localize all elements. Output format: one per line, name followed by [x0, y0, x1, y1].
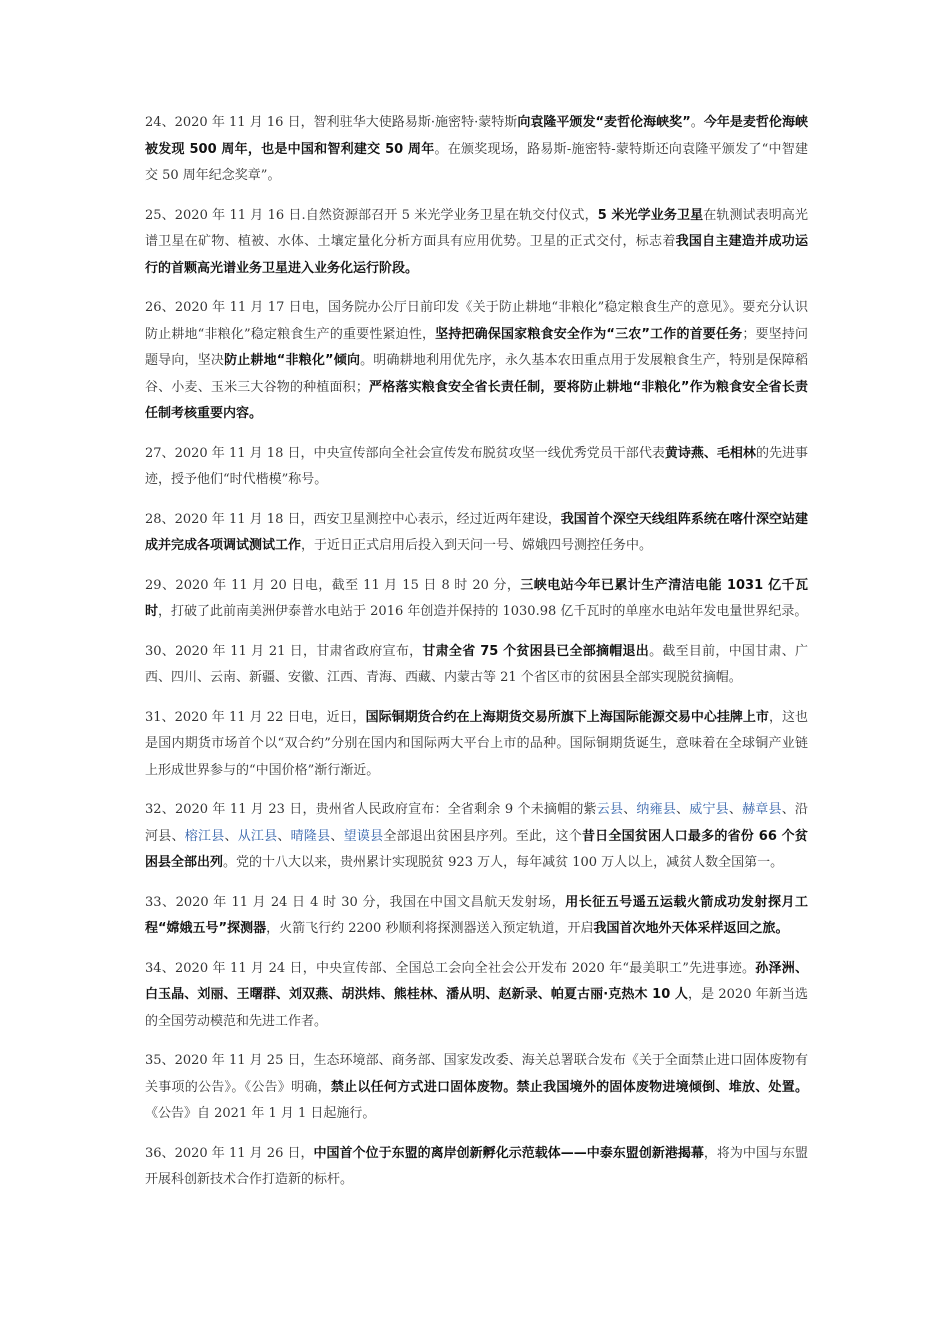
body-text: ，这也是国内期货市场首个以“双合约”分别在国内和国际两大平台上市的品种。国际铜期货诞生，意味着在全球铜产业链上形成世界参与的“中国价格”渐行渐近。 [145, 709, 808, 778]
county-link[interactable]: 榕江县 [184, 828, 225, 844]
body-text: ，打破了此前南美洲伊泰普水电站于 2016 年创造并保持的 1030.98 亿千瓦时的单座水电站年发电量世界纪录。 [158, 604, 808, 619]
county-link[interactable]: 云县 [596, 802, 624, 817]
body-text: 。明确耕地利用优先序，永久基本农田重点用于发展粮食生产，特别是保障稻谷、小麦、玉米三大谷物的种植面积； [145, 353, 808, 395]
news-item-paragraph [145, 797, 808, 877]
body-text: 。截至目前，中国甘肃、广西、四川、云南、新疆、安徽、江西、青海、西藏、内蒙古等 21 个省区市的贫困县全部实现脱贫摘帽。 [145, 643, 808, 685]
body-text: 25、2020 年 11 月 16 日.自然资源部召开 5 米光学业务卫星在轨交付仪式， [145, 207, 598, 223]
news-item-paragraph [145, 295, 808, 428]
news-item-paragraph [145, 956, 808, 1036]
county-link[interactable]: 纳雍县 [636, 802, 677, 817]
emphasis-text: 5 米光学业务卫星 [597, 207, 704, 223]
body-text: 27、2020 年 11 月 18 日，中央宣传部向全社会宣传发布脱贫攻坚一线优秀党员干部代表 [145, 445, 665, 461]
emphasis-text: 国际铜期货合约在上海期货交易所旗下上海国际能源交易中心挂牌上市 [365, 709, 769, 725]
emphasis-text: 孙泽洲、白玉晶、刘丽、王曙群、刘双燕、胡洪炜、熊桂林、潘从明、赵新录、帕夏古丽·克热木 10 人 [145, 960, 808, 1002]
body-text: 、沿河县、 [145, 802, 808, 844]
emphasis-text: 我国首次地外天体采样返回之旅。 [593, 921, 789, 936]
body-text: 在轨测试表明高光谱卫星在矿物、植被、水体、土壤定量化分析方面具有应用优势。卫星的正式交付，标志着 [145, 207, 808, 249]
news-item-paragraph [145, 1048, 808, 1128]
emphasis-text: 昔日全国贫困人口最多的省份 66 个贫困县全部出列 [145, 828, 808, 870]
body-text: 31、2020 年 11 月 22 日电，近日， [145, 709, 366, 725]
body-text: 29、2020 年 11 月 20 日电，截至 11 月 15 日 8 时 20 分， [145, 577, 521, 593]
body-text: 33、2020 年 11 月 24 日 4 时 30 分，我国在中国文昌航天发射场， [145, 894, 566, 910]
body-text: 、 [277, 828, 291, 844]
body-text: ；要坚持问题导向，坚决 [145, 326, 808, 368]
county-link[interactable]: 望谟县 [343, 828, 384, 844]
document-page [145, 110, 808, 1207]
emphasis-text: 禁止以任何方式进口固体废物。禁止我国境外的固体废物进境倾倒、堆放、处置。 [330, 1079, 808, 1095]
body-text: 26、2020 年 11 月 17 日电，国务院办公厅日前印发《关于防止耕地“非粮化”稳定粮食生产的意见》。要充分认识防止耕地“非粮化”稳定粮食生产的重要性紧迫性， [145, 300, 808, 342]
body-text: 。在颁奖现场，路易斯-施密特-蒙特斯还向袁隆平颁发了“中智建交 50 周年纪念奖章”。 [145, 141, 808, 183]
emphasis-text: 我国自主建造并成功运行的首颗高光谱业务卫星进入业务化运行阶段。 [145, 234, 808, 276]
news-item-paragraph [145, 705, 808, 785]
news-item-paragraph [145, 639, 808, 692]
body-text: 。党的十八大以来，贵州累计实现脱贫 923 万人，每年减贫 100 万人以上，减贫人数全国第一。 [223, 855, 784, 870]
news-item-paragraph [145, 507, 808, 560]
news-item-paragraph [145, 441, 808, 494]
emphasis-text: 中国首个位于东盟的离岸创新孵化示范载体——中泰东盟创新港揭幕 [313, 1145, 704, 1161]
county-link[interactable]: 晴隆县 [290, 828, 331, 844]
body-text: 、 [224, 828, 238, 844]
emphasis-text: 三峡电站今年已累计生产清洁电能 1031 亿千瓦时 [145, 577, 809, 619]
body-text: 、 [728, 802, 743, 817]
body-text: 《公告》自 2021 年 1 月 1 日起施行。 [145, 1106, 376, 1121]
emphasis-text: 黄诗燕、毛相林 [664, 445, 756, 461]
body-text: 32、2020 年 11 月 23 日，贵州省人民政府宣布：全省剩余 9 个未摘帽的紫 [145, 802, 597, 817]
emphasis-text: 防止耕地“非粮化”倾向 [224, 353, 361, 368]
emphasis-text: 用长征五号遥五运载火箭成功发射探月工程“嫦娥五号”探测器 [145, 894, 808, 936]
body-text: 的先进事迹，授予他们“时代楷模”称号。 [145, 445, 808, 487]
county-link[interactable]: 赫章县 [742, 802, 782, 817]
emphasis-text: 今年是麦哲伦海峡被发现 500 周年，也是中国和智利建交 50 周年 [145, 115, 808, 157]
body-text: 28、2020 年 11 月 18 日，西安卫星测控中心表示，经过近两年建设， [145, 511, 561, 527]
body-text: 36、2020 年 11 月 26 日， [145, 1145, 314, 1161]
news-item-paragraph [145, 573, 808, 626]
county-link[interactable]: 从江县 [237, 828, 278, 844]
emphasis-text: 向袁隆平颁发“麦哲伦海峡奖” [517, 115, 691, 130]
body-text: ，火箭飞行约 2200 秒顺利将探测器送入预定轨道，开启 [266, 921, 594, 936]
emphasis-text: 严格落实粮食安全省长责任制，要将防止耕地“非粮化”作为粮食安全省长责任制考核重要内容。 [145, 379, 808, 421]
body-text: 30、2020 年 11 月 21 日，甘肃省政府宣布， [145, 643, 423, 659]
county-link[interactable]: 威宁县 [689, 802, 729, 817]
body-text: 24、2020 年 11 月 16 日，智利驻华大使路易斯·施密特·蒙特斯 [145, 115, 518, 130]
body-text: 35、2020 年 11 月 25 日，生态环境部、商务部、国家发改委、海关总署联合发布《关于全面禁止进口固体废物有关事项的公告》。《公告》明确， [145, 1053, 808, 1095]
body-text: 、 [330, 828, 344, 844]
news-item-paragraph [145, 110, 808, 190]
news-item-paragraph [145, 1141, 808, 1194]
body-text: ，将为中国与东盟开展科创新技术合作打造新的标杆。 [145, 1145, 808, 1187]
body-text: 、 [623, 802, 637, 817]
body-text: 。 [690, 115, 704, 130]
body-text: ，于近日正式启用后投入到天问一号、嫦娥四号测控任务中。 [301, 538, 653, 553]
body-text: ，是 2020 年新当选的全国劳动模范和先进工作者。 [145, 987, 808, 1029]
emphasis-text: 坚持把确保国家粮食安全作为“三农”工作的首要任务 [435, 326, 743, 342]
news-item-paragraph [145, 203, 808, 283]
emphasis-text: 甘肃全省 75 个贫困县已全部摘帽退出 [422, 643, 650, 659]
body-text: 全部退出贫困县序列。至此，这个 [383, 828, 582, 844]
body-text: 、 [676, 802, 690, 817]
news-item-paragraph [145, 890, 808, 943]
body-text: 34、2020 年 11 月 24 日，中央宣传部、全国总工会向全社会公开发布 2020 年“最美职工”先进事迹。 [145, 960, 756, 976]
emphasis-text: 我国首个深空天线组阵系统在喀什深空站建成并完成各项调试测试工作 [145, 511, 808, 553]
